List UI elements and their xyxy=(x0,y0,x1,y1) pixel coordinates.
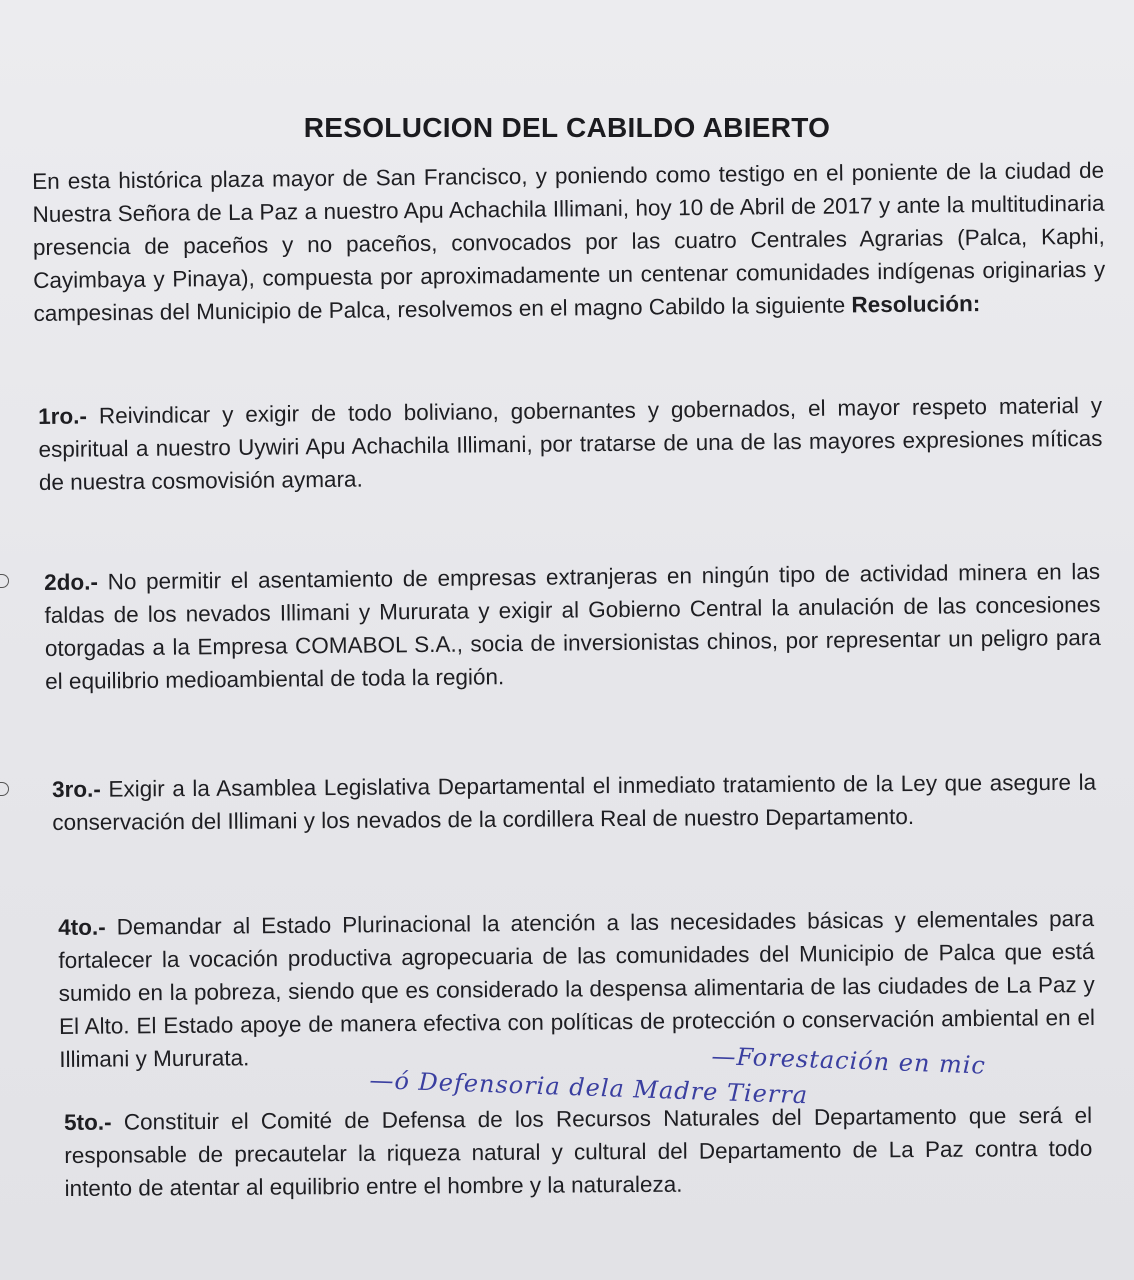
item-label: 4to.- xyxy=(58,914,106,940)
item-text: No permitir el asentamiento de empresas extranjeras en ningún tipo de actividad minera en las faldas de los nevados Illimani y Mururata y exigir al Gobierno Central la anulación de las concesiones otorgadas a la Empresa COMABOL S.A., socia de inversionistas chinos, por representar un peligro para el equilibrio medioambiental de toda la región. xyxy=(44,558,1101,694)
item-label: 1ro.- xyxy=(38,403,88,429)
margin-hole-mark xyxy=(0,782,9,796)
item-text: Exigir a la Asamblea Legislativa Departamental el inmediato tratamiento de la Ley que asegure la conservación del Illimani y los nevados de la cordillera Real de nuestro Departamento. xyxy=(52,769,1097,835)
margin-hole-mark xyxy=(0,574,9,588)
handwritten-note-2: —ó Defensoria dela Madre Tierra xyxy=(369,1066,809,1110)
item-label: 2do.- xyxy=(44,569,99,595)
resolution-item-1 xyxy=(38,389,1103,499)
item-label: 3ro.- xyxy=(52,776,101,802)
handwritten-note-1: —Forestación en mic xyxy=(711,1042,987,1080)
item-label: 5to.- xyxy=(64,1109,112,1135)
resolution-item-5 xyxy=(64,1099,1093,1205)
item-text: Constituir el Comité de Defensa de los Recursos Naturales del Departamento que será el responsable de precautelar la riqueza natural y cultural del Departamento de La Paz contra todo intento de atentar al equilibrio entre el hombre y la naturaleza. xyxy=(64,1102,1093,1201)
intro-paragraph xyxy=(32,154,1106,330)
item-text: Demandar al Estado Plurinacional la atención a las necesidades básicas y elementales para fortalecer la vocación productiva agropecuaria de las comunidades del Municipio de Palca que está sumido en la pobreza, siendo que es considerado la despensa alimentaria de las ciudades de La Paz y El Alto. El Estado apoye de manera efectiva con políticas de protección o conservación ambiental en el Illimani y Mururata. xyxy=(58,905,1096,1072)
document-title: RESOLUCION DEL CABILDO ABIERTO xyxy=(303,112,831,143)
resolution-item-3 xyxy=(52,766,1096,839)
resolution-item-2 xyxy=(44,555,1101,698)
intro-emphasis: Resolución: xyxy=(851,291,981,318)
intro-text: En esta histórica plaza mayor de San Francisco, y poniendo como testigo en el poniente de la ciudad de Nuestra Señora de La Paz a nuestro Apu Achachila Illimani, hoy 10 de Abril de 2017 y ante la multitudinaria presencia de paceños y no paceños, convocados por las cuatro Centrales Agrarias (Palca, Kaphi, Cayimbaya y Pinaya), compuesta por aproximadamente un centenar comunidades indígenas originarias y campesinas del Municipio de Palca, resolvemos en el magno Cabildo la siguiente xyxy=(32,157,1106,326)
item-text: Reivindicar y exigir de todo boliviano, gobernantes y gobernados, el mayor respeto material y espiritual a nuestro Uywiri Apu Achachila Illimani, por tratarse de una de las mayores expresiones míticas de nuestra cosmovisión aymara. xyxy=(38,392,1103,495)
